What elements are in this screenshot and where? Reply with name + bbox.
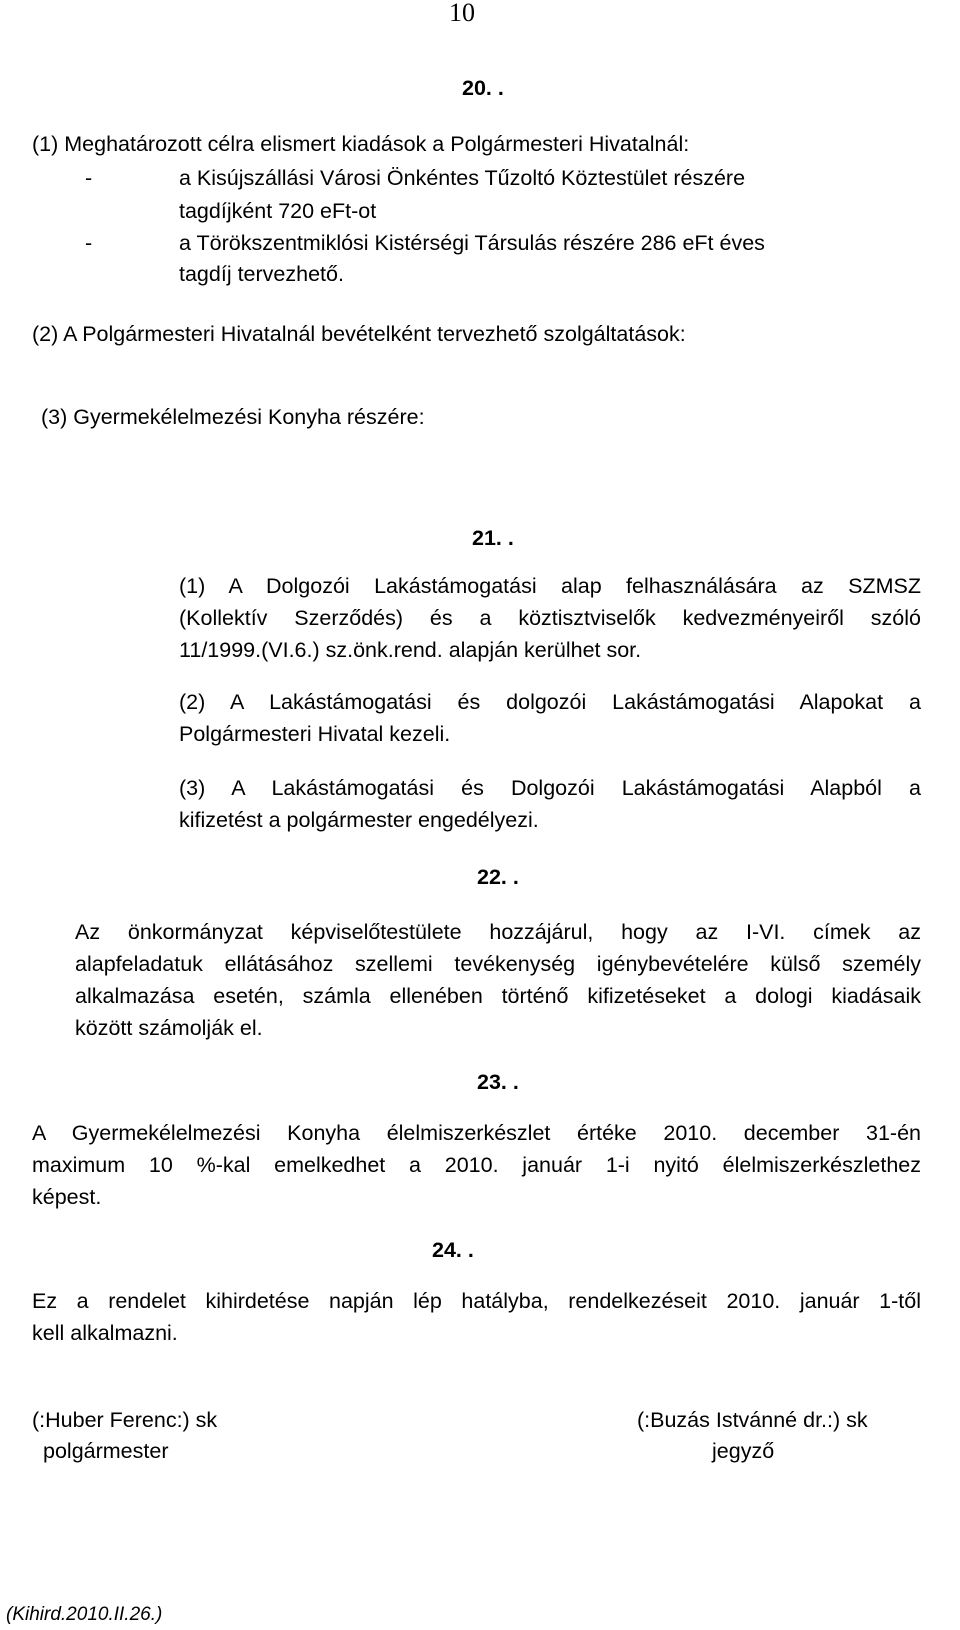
- s21-p1-line1: (1) A Dolgozói Lakástámogatási alap felhasználására az SZMSZ: [179, 574, 921, 598]
- s23-line2: maximum 10 %-kal emelkedhet a 2010. január 1-i nyitó élelmiszerkészlethez: [32, 1153, 921, 1177]
- s20-p1-intro: (1) Meghatározott célra elismert kiadások a Polgármesteri Hivatalnál:: [32, 132, 690, 156]
- s22-line2: alapfeladatuk ellátásához szellemi tevékenység igénybevételére külső személy: [75, 952, 921, 976]
- s20-p2: (2) A Polgármesteri Hivatalnál bevételként tervezhető szolgáltatások:: [32, 322, 686, 346]
- signature-right-name: (:Buzás Istvánné dr.:) sk: [637, 1408, 868, 1432]
- s20-item2-line1: a Törökszentmiklósi Kistérségi Társulás részére 286 eFt éves: [179, 231, 765, 255]
- s22-line4: között számolják el.: [75, 1016, 263, 1040]
- section-22-heading: 22. .: [477, 865, 519, 889]
- s21-p3-line1: (3) A Lakástámogatási és Dolgozói Lakástámogatási Alapból a: [179, 776, 921, 800]
- list-dash: -: [85, 166, 93, 190]
- s20-item1-line1: a Kisújszállási Városi Önkéntes Tűzoltó Köztestület részére: [179, 166, 746, 190]
- s24-line2: kell alkalmazni.: [32, 1321, 178, 1345]
- section-23-heading: 23. .: [477, 1070, 519, 1094]
- s24-line1: Ez a rendelet kihirdetése napján lép hatályba, rendelkezéseit 2010. január 1-től: [32, 1289, 921, 1313]
- s20-p3: (3) Gyermekélelmezési Konyha részére:: [41, 405, 425, 429]
- s23-line3: képest.: [32, 1185, 102, 1209]
- s21-p3-line2: kifizetést a polgármester engedélyezi.: [179, 808, 539, 832]
- s21-p1-line3: 11/1999.(VI.6.) sz.önk.rend. alapján kerülhet sor.: [179, 638, 642, 662]
- s22-line3: alkalmazása esetén, számla ellenében történő kifizetéseket a dologi kiadásaik: [75, 984, 921, 1008]
- s23-line1: A Gyermekélelmezési Konyha élelmiszerkészlet értéke 2010. december 31-én: [32, 1121, 921, 1145]
- s20-item2-line2: tagdíj tervezhető.: [179, 262, 344, 286]
- s21-p2-line1: (2) A Lakástámogatási és dolgozói Lakástámogatási Alapokat a: [179, 690, 921, 714]
- signature-left-name: (:Huber Ferenc:) sk: [32, 1408, 218, 1432]
- s22-line1: Az önkormányzat képviselőtestülete hozzájárul, hogy az I-VI. címek az: [75, 920, 921, 944]
- promulgation-date: (Kihird.2010.II.26.): [6, 1604, 163, 1625]
- section-21-heading: 21. .: [472, 526, 514, 550]
- section-20-heading: 20. .: [462, 76, 504, 100]
- signature-right-title: jegyző: [712, 1439, 775, 1463]
- s21-p1-line2: (Kollektív Szerződés) és a köztisztviselők kedvezményeiről szóló: [179, 606, 921, 630]
- signature-left-title: polgármester: [43, 1439, 169, 1463]
- section-24-heading: 24. .: [432, 1238, 474, 1262]
- s21-p2-line2: Polgármesteri Hivatal kezeli.: [179, 722, 451, 746]
- s20-item1-line2: tagdíjként 720 eFt-ot: [179, 199, 377, 223]
- page-number: 10: [449, 0, 475, 27]
- list-dash: -: [85, 231, 93, 255]
